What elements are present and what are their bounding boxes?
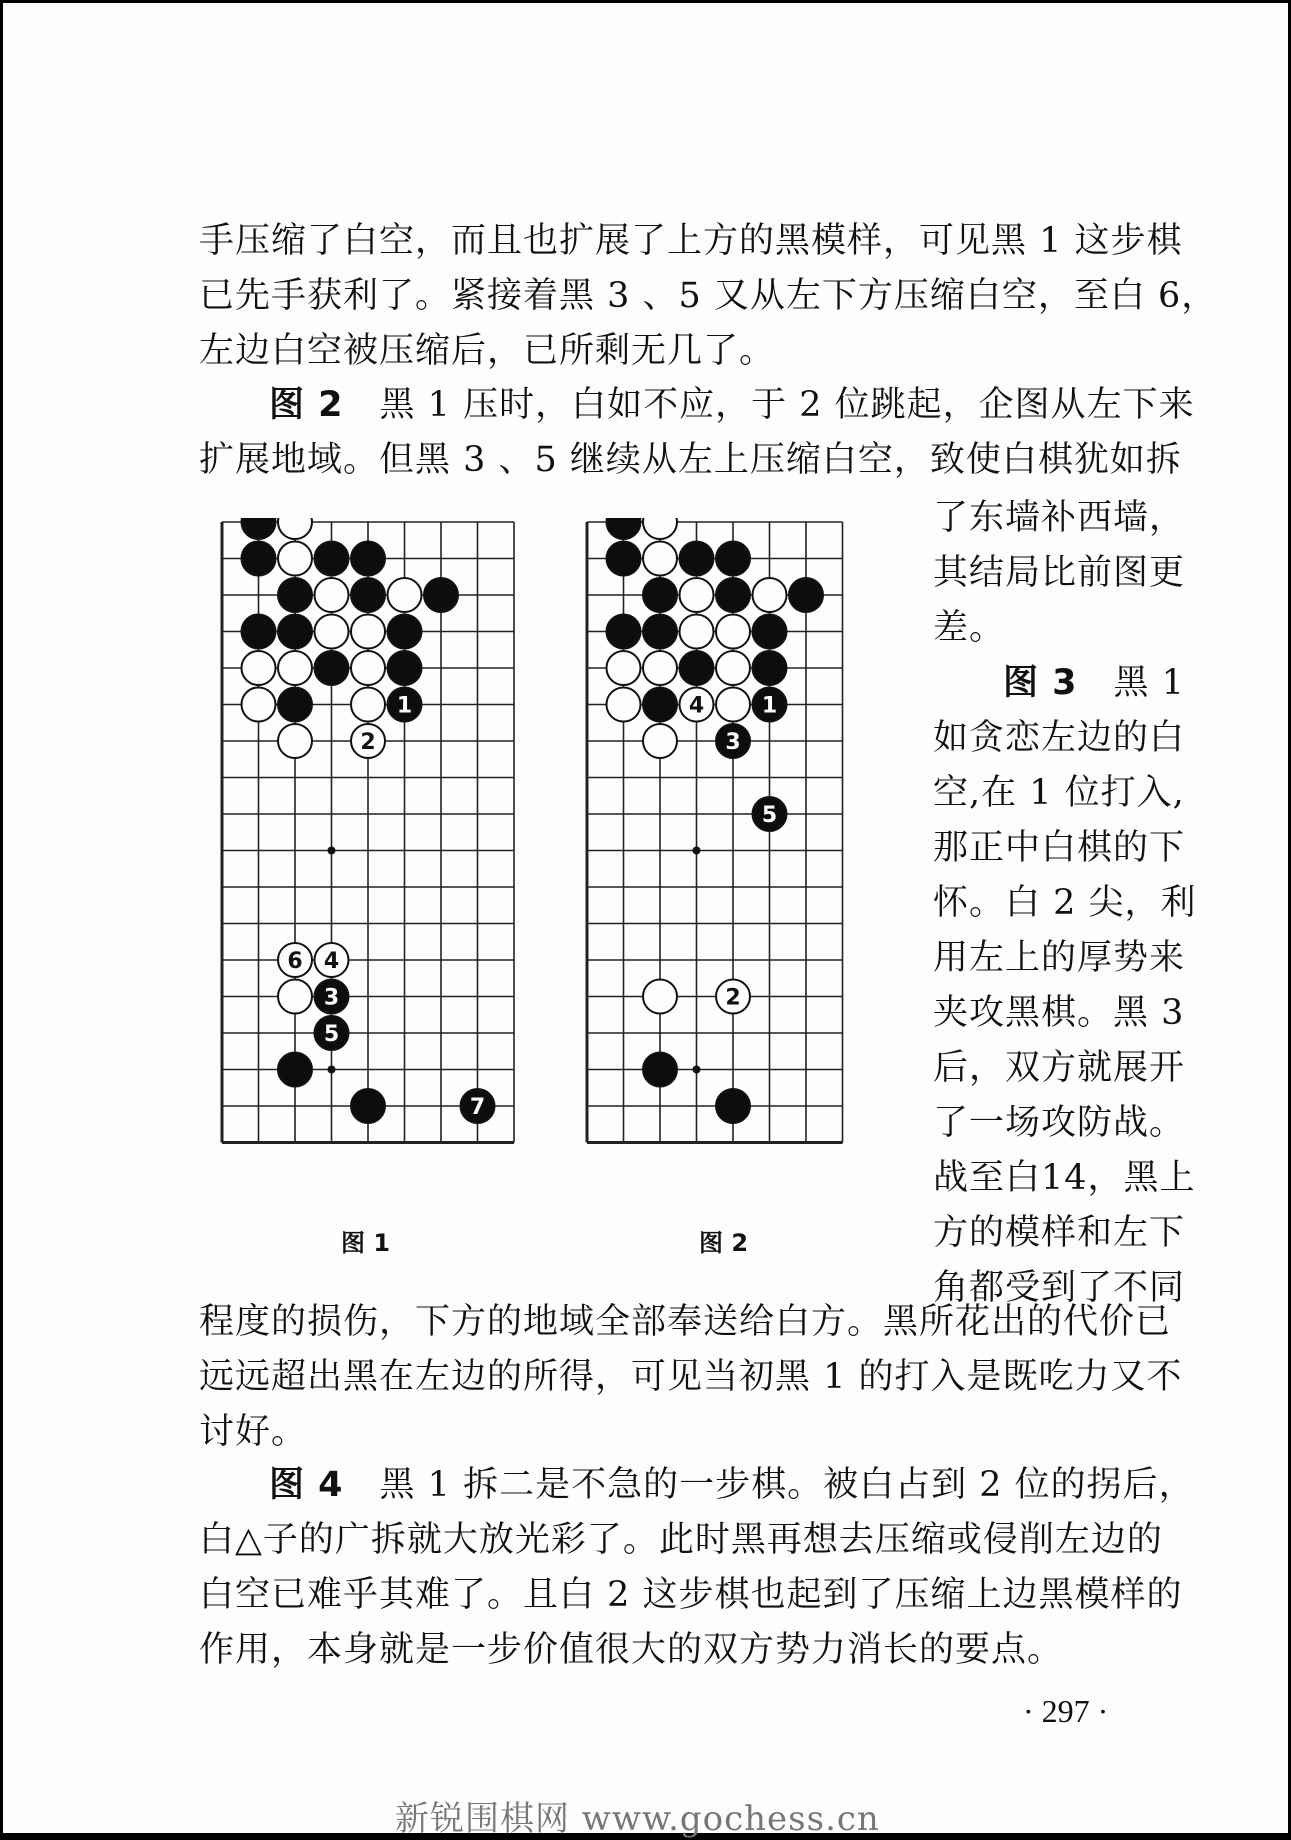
text-line: 手压缩了白空，而且也扩展了上方的黑模样，可见黑 1 这步棋 (199, 221, 1183, 261)
move-number: 5 (761, 803, 778, 828)
white-stone (716, 651, 750, 685)
page-number: · 297 · (1023, 1693, 1109, 1729)
text-line: 白△子的广拆就大放光彩了。此时黑再想去压缩或侵削左边的 (199, 1520, 1163, 1560)
white-stone (716, 615, 750, 649)
black-stone (643, 615, 677, 649)
paragraph-2 (199, 378, 1195, 488)
star-point (328, 1066, 336, 1074)
text-line (199, 1458, 1195, 1513)
move-number: 6 (287, 949, 303, 974)
black-stone (716, 542, 750, 576)
text-line: 了一场攻防战。 (933, 1103, 1186, 1143)
black-stone (242, 518, 276, 539)
black-stone (278, 1053, 312, 1087)
text-line: 空,在 1 位打入, (933, 773, 1185, 813)
text-line: 白空已难乎其难了。且白 2 这步棋也起到了压缩上边黑模样的 (199, 1575, 1183, 1615)
diagram-2-caption: 图 2 (699, 1229, 749, 1257)
text-line (199, 378, 1195, 433)
text-line: 了东墙补西墙， (933, 498, 1186, 538)
white-stone (388, 578, 422, 612)
text-line: 程度的损伤，下方的地域全部奉送给白方。黑所花出的代价已 (199, 1302, 1172, 1342)
white-stone (315, 615, 349, 649)
black-stone (680, 542, 714, 576)
white-stone (351, 615, 385, 649)
white-stone (351, 651, 385, 685)
star-point (693, 1066, 701, 1074)
black-stone (351, 578, 385, 612)
text-line: 远远超出黑在左边的所得，可见当初黑 1 的打入是既吃力又不 (199, 1357, 1183, 1397)
white-stone (680, 615, 714, 649)
black-stone (242, 542, 276, 576)
move-number: 2 (725, 985, 741, 1011)
book-page (3, 3, 1288, 1839)
white-stone (753, 578, 787, 612)
move-number: 4 (323, 949, 340, 974)
star-point (328, 847, 336, 855)
white-stone (278, 542, 312, 576)
black-stone (242, 615, 276, 649)
figure-label: 图 4 (269, 1465, 344, 1505)
white-stone (643, 980, 677, 1014)
text-line: 角都受到了不同 (933, 1268, 1186, 1308)
black-stone (643, 1053, 677, 1087)
text-line (933, 656, 1197, 711)
text-line: 左边白空被压缩后，已所剩无几了。 (199, 331, 776, 371)
move-number: 2 (360, 730, 376, 755)
move-number: 4 (688, 693, 705, 719)
white-stone (643, 724, 677, 758)
black-stone (278, 688, 312, 722)
text-run: 黑 1 拆二是不急的一步棋。被白占到 2 位的拐后， (343, 1465, 1195, 1505)
black-stone (424, 578, 458, 612)
black-stone (315, 651, 349, 685)
black-stone (351, 1089, 385, 1123)
white-stone (607, 688, 641, 722)
diagram-1-caption: 图 1 (341, 1229, 391, 1257)
text-line: 后，双方就展开 (933, 1048, 1186, 1088)
white-stone (315, 578, 349, 612)
black-stone (680, 651, 714, 685)
text-line: 扩展地域。但黑 3 、5 继续从左上压缩白空，致使白棋犹如拆 (199, 440, 1182, 480)
paragraph-1 (199, 214, 1217, 379)
text-line: 作用，本身就是一步价值很大的双方势力消长的要点。 (199, 1630, 1064, 1670)
black-stone (351, 542, 385, 576)
white-stone (643, 651, 677, 685)
black-stone (643, 578, 677, 612)
black-stone (607, 615, 641, 649)
move-number: 1 (396, 693, 413, 719)
watermark: 新锐围棋网 www.gochess.cn (395, 1799, 880, 1839)
white-stone (643, 542, 677, 576)
text-line: 讨好。 (199, 1412, 308, 1452)
white-stone (278, 724, 312, 758)
white-stone (716, 688, 750, 722)
text-run: 黑 1 (1077, 663, 1185, 703)
paragraph-4 (199, 1458, 1195, 1678)
white-stone (278, 518, 312, 539)
text-line: 如贪恋左边的白 (933, 718, 1186, 758)
move-number: 3 (323, 985, 340, 1011)
move-number: 7 (469, 1095, 486, 1120)
go-diagram-1 (218, 518, 538, 1183)
black-stone (753, 615, 787, 649)
black-stone (278, 578, 312, 612)
text-line: 夹攻黑棋。黑 3 (933, 993, 1185, 1033)
white-stone (643, 518, 677, 539)
white-stone (242, 688, 276, 722)
text-line: 方的模样和左下 (933, 1213, 1186, 1253)
text-line: 已先手获利了。紧接着黑 3 、5 又从左下方压缩白空，至白 6， (199, 276, 1218, 316)
figure-label: 图 2 (269, 385, 344, 425)
black-stone (643, 688, 677, 722)
white-stone (278, 980, 312, 1014)
text-line: 用左上的厚势来 (933, 938, 1186, 978)
black-stone (716, 1089, 750, 1123)
star-point (693, 847, 701, 855)
go-diagram-2 (583, 518, 883, 1183)
white-stone (278, 651, 312, 685)
black-stone (388, 651, 422, 685)
move-number: 5 (323, 1022, 340, 1047)
text-run: 黑 1 压时，白如不应，于 2 位跳起，企图从左下来 (343, 385, 1195, 425)
move-number: 1 (761, 693, 778, 719)
black-stone (789, 578, 823, 612)
black-stone (607, 542, 641, 576)
figure-label: 图 3 (1003, 663, 1078, 703)
paragraph-3 (199, 1295, 1183, 1460)
white-stone (351, 688, 385, 722)
black-stone (607, 518, 641, 539)
text-line: 其结局比前图更 (933, 553, 1186, 593)
white-stone (607, 651, 641, 685)
black-stone (388, 615, 422, 649)
black-stone (315, 542, 349, 576)
text-line: 战至白14，黑上 (933, 1158, 1196, 1198)
text-line: 差。 (933, 608, 1006, 648)
black-stone (278, 615, 312, 649)
black-stone (716, 578, 750, 612)
move-number: 3 (725, 730, 741, 755)
white-stone (680, 578, 714, 612)
black-stone (753, 651, 787, 685)
white-stone (242, 651, 276, 685)
side-column-text (933, 491, 1197, 1316)
text-line: 那正中白棋的下 (933, 828, 1186, 868)
text-line: 怀。白 2 尖，利 (933, 883, 1197, 923)
